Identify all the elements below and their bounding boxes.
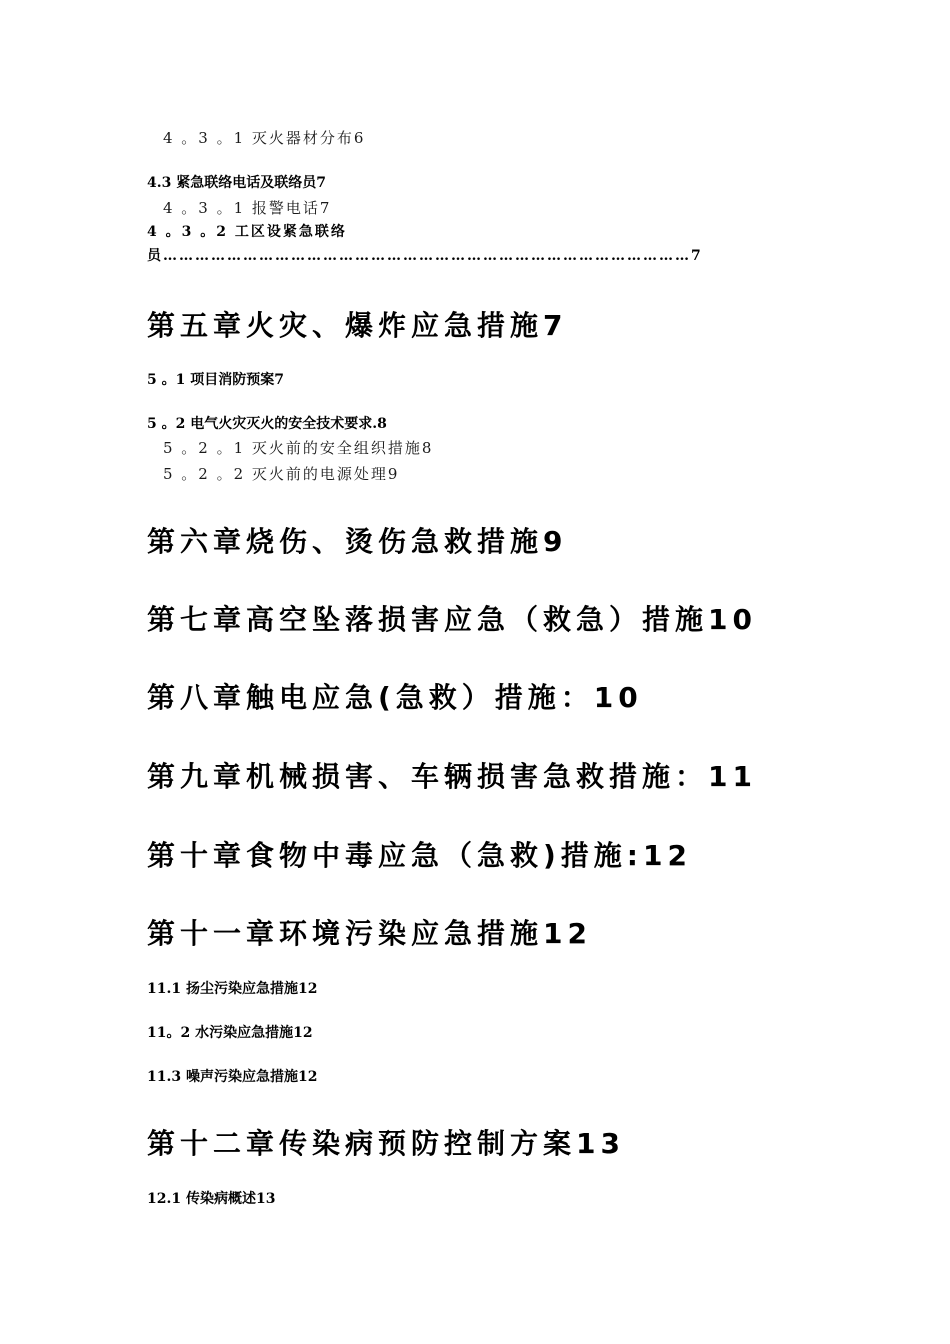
toc-entry-11-3[interactable]: 11.3 噪声污染应急措施12 <box>147 1069 318 1085</box>
toc-entry-5-2[interactable]: 5 。2 电气火灾灭火的安全技术要求.8 <box>147 416 387 432</box>
toc-entry-5-2-1[interactable]: 5 。2 。1 灭火前的安全组织措施8 <box>163 439 434 457</box>
toc-chapter-9[interactable]: 第九章机械损害、车辆损害急救措施：11 <box>147 760 757 793</box>
toc-entry-12-1[interactable]: 12.1 传染病概述13 <box>147 1191 276 1207</box>
toc-entry-5-1[interactable]: 5 。1 项目消防预案7 <box>147 372 284 388</box>
toc-chapter-6[interactable]: 第六章烧伤、烫伤急救措施9 <box>147 525 568 558</box>
toc-entry-4-3-1-extinguisher[interactable]: 4 。3 。1 灭火器材分布6 <box>163 129 366 147</box>
toc-entry-11-1[interactable]: 11.1 扬尘污染应急措施12 <box>147 981 318 997</box>
toc-chapter-8[interactable]: 第八章触电应急(急救）措施：10 <box>147 681 643 714</box>
toc-entry-4-3-2-liaison[interactable]: 4 。3 。2 工区设紧急联络员………………………………………………………………………………………7 <box>147 224 703 264</box>
toc-entry-4-3-contacts[interactable]: 4.3 紧急联络电话及联络员7 <box>147 175 326 191</box>
toc-entry-5-2-2[interactable]: 5 。2 。2 灭火前的电源处理9 <box>163 465 400 483</box>
toc-chapter-12[interactable]: 第十二章传染病预防控制方案13 <box>147 1127 625 1160</box>
toc-entry-4-3-1-alarm[interactable]: 4 。3 。1 报警电话7 <box>163 199 332 217</box>
toc-chapter-5[interactable]: 第五章火灾、爆炸应急措施7 <box>147 309 568 342</box>
toc-chapter-7[interactable]: 第七章高空坠落损害应急（救急）措施10 <box>147 603 757 636</box>
toc-chapter-10[interactable]: 第十章食物中毒应急（急救)措施:12 <box>147 839 692 872</box>
toc-chapter-11[interactable]: 第十一章环境污染应急措施12 <box>147 917 592 950</box>
toc-entry-11-2[interactable]: 11。2 水污染应急措施12 <box>147 1025 313 1041</box>
